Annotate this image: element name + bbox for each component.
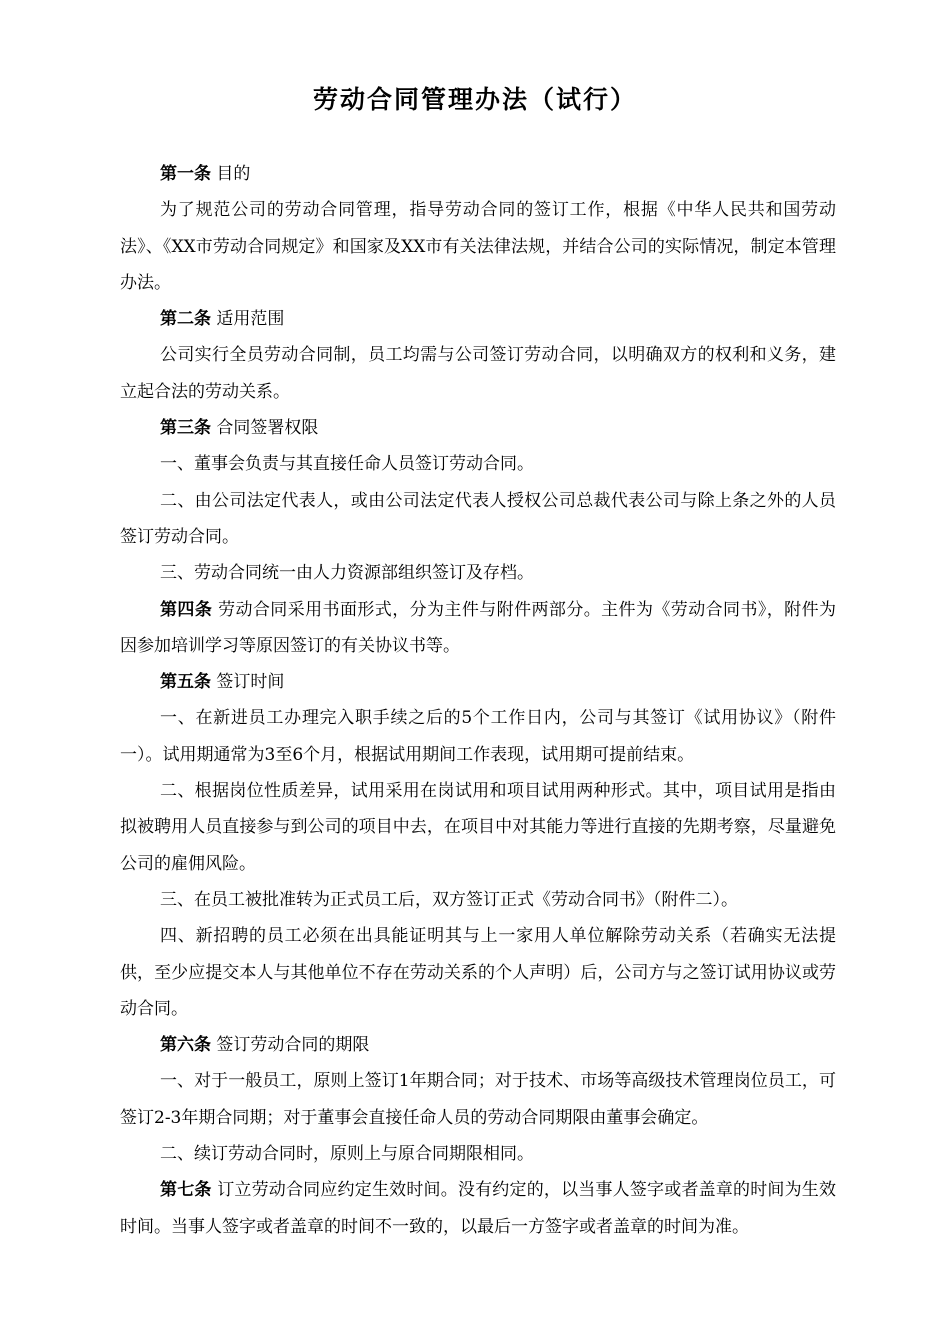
article-title: 签订时间 [211, 672, 285, 693]
article-3-paragraph-1: 一、董事会负责与其直接任命人员签订劳动合同。 [160, 454, 534, 475]
article-body: 劳动合同采用书面形式，分为主件与附件两部分。主件为《劳动合同书》，附件为因参加培训学习等原因签订的有关协议书等。 [120, 599, 837, 656]
article-number: 第五条 [160, 672, 211, 693]
article-1-paragraph-1: 为了规范公司的劳动合同管理，指导劳动合同的签订工作，根据《中华人民共和国劳动法》、《XX市劳动合同规定》和国家及XX市有关法律法规，并结合公司的实际情况，制定本管理办法。 [120, 200, 836, 293]
article-3-heading [120, 410, 836, 446]
document-title: 劳动合同管理办法（试行） [312, 85, 637, 114]
article-3-paragraph-2: 二、由公司法定代表人，或由公司法定代表人授权公司总裁代表公司与除上条之外的人员签订劳动合同。 [120, 490, 836, 547]
article-title: 合同签署权限 [211, 418, 319, 439]
article-title: 签订劳动合同的期限 [211, 1035, 370, 1056]
article-number: 第一条 [160, 164, 211, 184]
article-2-paragraph-1: 公司实行全员劳动合同制，员工均需与公司签订劳动合同，以明确双方的权利和义务，建立起合法的劳动关系。 [120, 345, 836, 402]
article-5-paragraph-3: 三、在员工被批准转为正式员工后，双方签订正式《劳动合同书》（附件二）。 [160, 889, 738, 910]
article-4-text [120, 592, 836, 665]
article-3-paragraph-3: 三、劳动合同统一由人力资源部组织签订及存档。 [160, 563, 534, 584]
article-1-heading [120, 156, 836, 192]
article-6-heading [120, 1027, 836, 1063]
article-body: 订立劳动合同应约定生效时间。没有约定的，以当事人签字或者盖章的时间为生效时间。当事人签字或者盖章的时间不一致的，以最后一方签字或者盖章的时间为准。 [120, 1180, 837, 1237]
article-5-paragraph-2: 二、根据岗位性质差异，试用采用在岗试用和项目试用两种形式。其中，项目试用是指由拟被聘用人员直接参与到公司的项目中去，在项目中对其能力等进行直接的先期考察，尽量避免公司的雇佣风险。 [120, 781, 836, 874]
article-number: 第二条 [160, 309, 211, 330]
article-number: 第六条 [160, 1035, 211, 1056]
article-number: 第七条 [160, 1180, 212, 1201]
article-5-paragraph-1: 一、在新进员工办理完入职手续之后的5个工作日内，公司与其签订《试用协议》（附件一）。试用期通常为3至6个月，根据试用期间工作表现，试用期可提前结束。 [120, 708, 836, 765]
article-7-text [120, 1172, 836, 1245]
article-title: 适用范围 [211, 309, 285, 330]
article-6-paragraph-2: 二、续订劳动合同时，原则上与原合同期限相同。 [160, 1144, 534, 1165]
article-number: 第四条 [160, 599, 213, 620]
article-5-heading [120, 664, 836, 700]
article-6-paragraph-1: 一、对于一般员工，原则上签订1年期合同；对于技术、市场等高级技术管理岗位员工，可签订2-3年期合同期；对于董事会直接任命人员的劳动合同期限由董事会确定。 [120, 1071, 836, 1128]
document-body [120, 156, 836, 1245]
article-title: 目的 [211, 164, 251, 184]
article-5-paragraph-4: 四、新招聘的员工必须在出具能证明其与上一家用人单位解除劳动关系（若确实无法提供，至少应提交本人与其他单位不存在劳动关系的个人声明）后，公司方与之签订试用协议或劳动合同。 [120, 926, 836, 1019]
article-2-heading [120, 301, 836, 337]
article-number: 第三条 [160, 418, 211, 439]
